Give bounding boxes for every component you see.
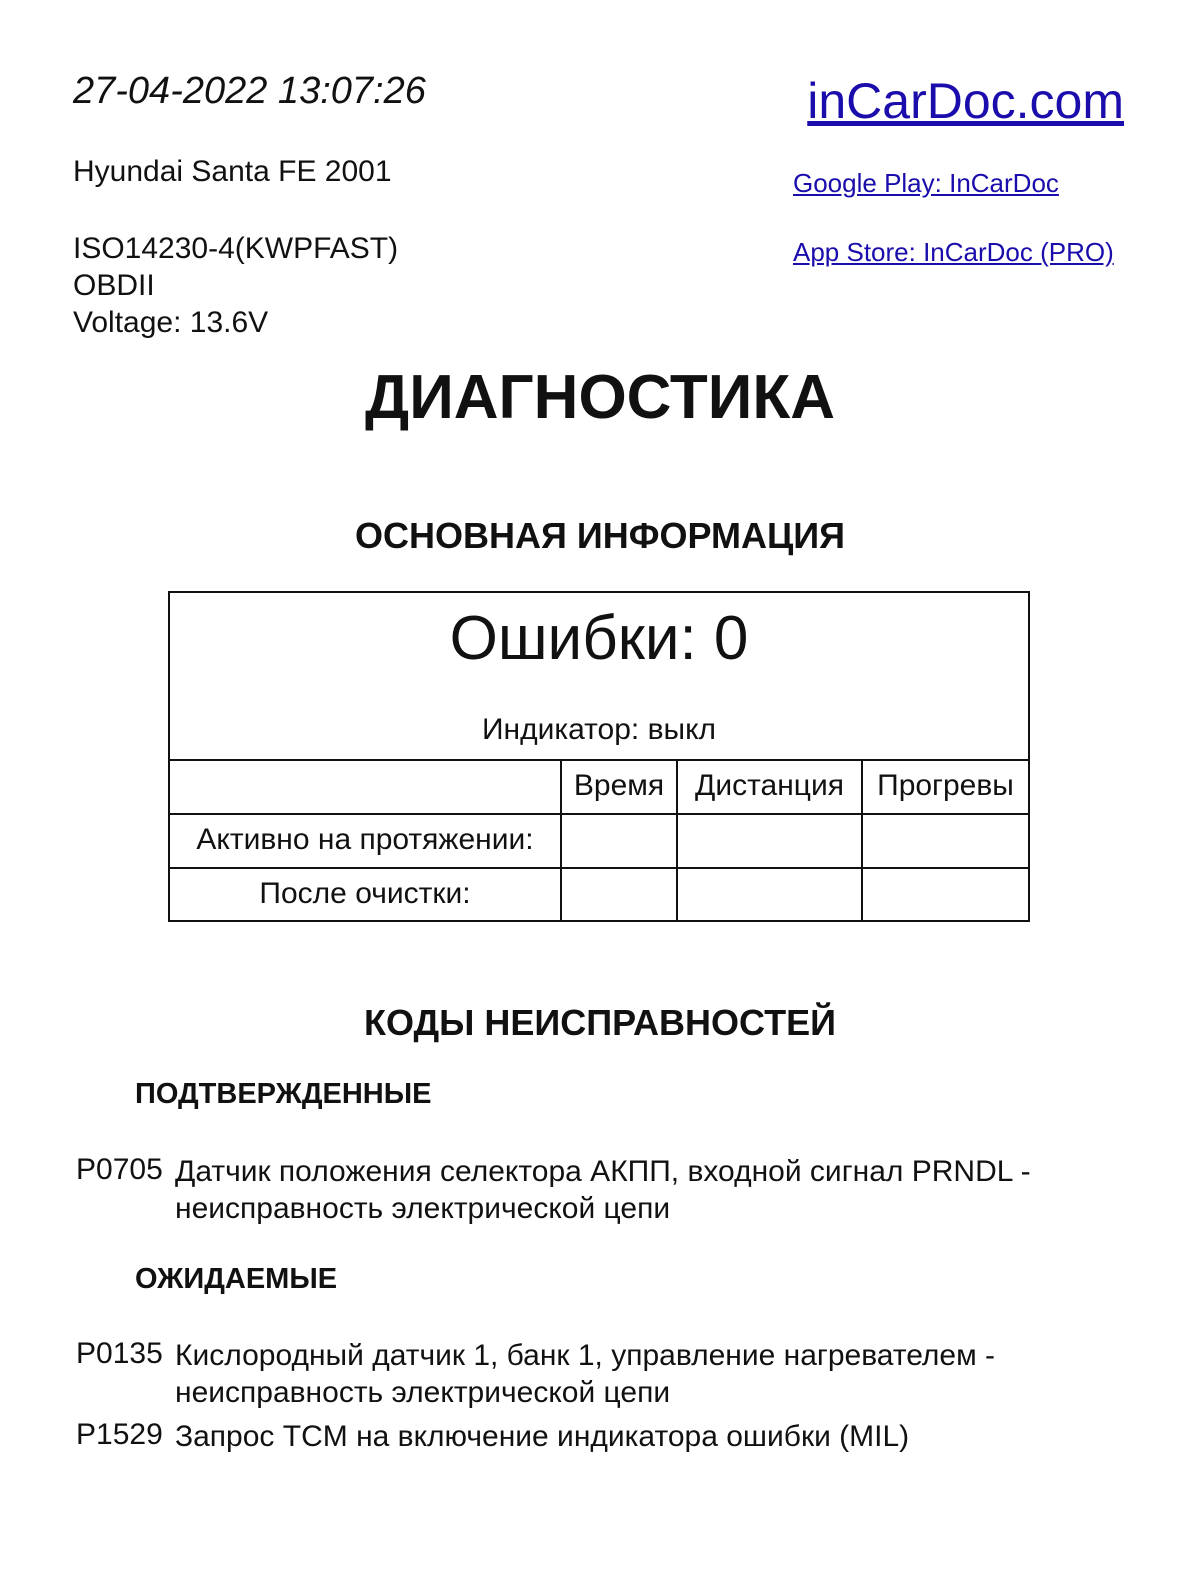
dtc-code: P0135 xyxy=(76,1337,163,1370)
google-play-link[interactable]: Google Play: InCarDoc xyxy=(793,168,1059,198)
protocol: ISO14230-4(KWPFAST) xyxy=(73,232,399,265)
dtc-code: P0705 xyxy=(76,1153,163,1186)
dtc-code: P1529 xyxy=(76,1418,163,1451)
table-divider xyxy=(170,813,1028,815)
app-store-link[interactable]: App Store: InCarDoc (PRO) xyxy=(793,237,1114,267)
basic-info-heading: ОСНОВНАЯ ИНФОРМАЦИЯ xyxy=(354,515,846,556)
table-divider xyxy=(170,867,1028,869)
table-divider xyxy=(170,759,1028,761)
obd-standard: OBDII xyxy=(73,269,155,302)
pending-heading: ОЖИДАЕМЫЕ xyxy=(135,1263,338,1295)
row-label-after-clear: После очистки: xyxy=(259,877,471,910)
trouble-codes-heading: КОДЫ НЕИСПРАВНОСТЕЙ xyxy=(364,1002,836,1043)
basic-info-table xyxy=(168,591,1030,922)
row-label-active: Активно на протяжении: xyxy=(196,823,534,856)
page-title: ДИАГНОСТИКА xyxy=(365,363,835,432)
vehicle-name: Hyundai Santa FE 2001 xyxy=(73,155,392,188)
report-datetime: 27-04-2022 13:07:26 xyxy=(73,70,426,112)
dtc-description: Датчик положения селектора АКПП, входной сигнал PRNDL - неисправность электрической цепи xyxy=(175,1155,1031,1225)
confirmed-heading: ПОДТВЕРЖДЕННЫЕ xyxy=(135,1078,432,1110)
dtc-description: Кислородный датчик 1, банк 1, управление нагревателем - неисправность электрической цепи xyxy=(175,1339,996,1409)
dtc-description: Запрос TCM на включение индикатора ошибки (MIL) xyxy=(175,1420,910,1453)
column-header-warmups: Прогревы xyxy=(877,769,1014,802)
site-link[interactable]: inCarDoc.com xyxy=(807,73,1124,129)
connection-info xyxy=(73,230,398,341)
errors-count: Ошибки: 0 xyxy=(449,604,749,673)
voltage: Voltage: 13.6V xyxy=(73,306,269,339)
column-header-distance: Дистанция xyxy=(695,769,844,802)
column-header-time: Время xyxy=(573,769,665,802)
mil-indicator: Индикатор: выкл xyxy=(481,713,717,746)
